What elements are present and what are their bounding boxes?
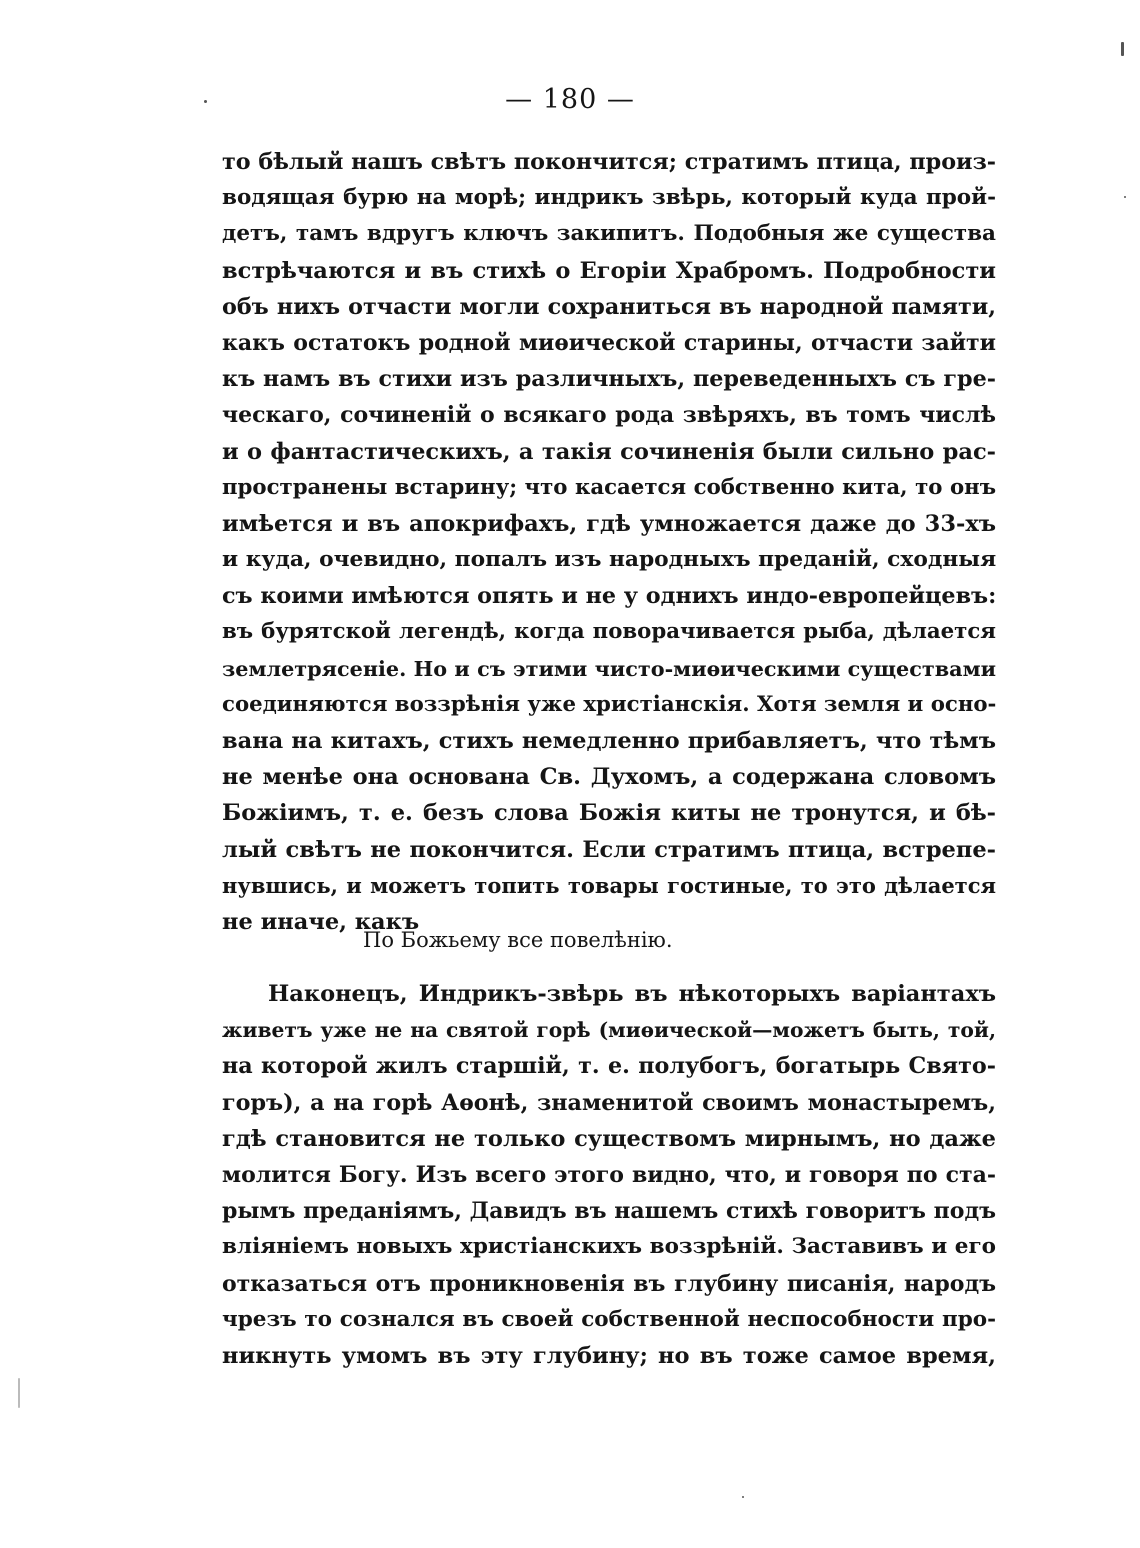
text-line: живетъ уже не на святой горѣ (миѳической—можетъ быть, той,: [222, 1018, 996, 1043]
text-line: соединяются воззрѣнія уже христіанскія. Хотя земля и осно-: [222, 691, 997, 717]
text-line: вліяніемъ новыхъ христіанскихъ воззрѣній. Заставивъ и его: [222, 1234, 996, 1260]
text-line: не иначе, какъ: [222, 908, 420, 935]
text-line: молится Богу. Изъ всего этого видно, что, и говоря по ста-: [222, 1161, 996, 1188]
text-line: на которой жилъ старшій, т. е. полубогъ, богатырь Свято-: [222, 1053, 996, 1080]
text-line: никнуть умомъ въ эту глубину; но въ тоже самое время,: [222, 1342, 996, 1369]
text-line: встрѣчаются и въ стихѣ о Егоріи Храбромъ. Подробности: [222, 257, 996, 284]
text-line: детъ, тамъ вдругъ ключъ закипитъ. Подобныя же существа: [222, 221, 996, 247]
text-line: къ намъ въ стихи изъ различныхъ, переведенныхъ съ гре-: [222, 366, 996, 393]
paragraph-1: [222, 144, 996, 940]
text-line: то бѣлый нашъ свѣтъ покончится; стратимъ птица, произ-: [222, 149, 996, 175]
text-line: землетрясеніе. Но и съ этими чисто-миѳическими существами: [222, 656, 996, 681]
text-line: чрезъ то сознался въ своей собственной неспособности про-: [222, 1306, 996, 1332]
text-line: горъ), а на горѣ Аѳонѣ, знаменитой своимъ монастыремъ,: [222, 1089, 996, 1116]
text-line: рымъ преданіямъ, Давидъ въ нашемъ стихѣ говоритъ подъ: [222, 1198, 996, 1225]
text-line: ческаго, сочиненій о всякаго рода звѣряхъ, въ томъ числѣ: [222, 402, 996, 429]
text-line: объ нихъ отчасти могли сохраниться въ народной памяти,: [222, 293, 996, 320]
text-line: пространены встарину; что касается собственно кита, то онъ: [222, 474, 996, 500]
scan-speck: [742, 1496, 744, 1498]
text-line: вана на китахъ, стихъ немедленно прибавляетъ, что тѣмъ: [222, 728, 996, 754]
paragraph-2: [222, 976, 996, 1374]
text-line: не менѣе она основана Св. Духомъ, а содержана словомъ: [222, 764, 996, 791]
text-line: гдѣ становится не только существомъ мирнымъ, но даже: [222, 1125, 996, 1152]
text-line: водящая бурю на морѣ; индрикъ звѣрь, который куда прой-: [222, 185, 996, 211]
text-line: и о фантастическихъ, а такія сочиненія были сильно рас-: [222, 438, 996, 465]
scan-speck: [1121, 42, 1124, 56]
text-line: съ коими имѣются опять и не у однихъ индо-европейцевъ:: [222, 583, 997, 610]
text-line: въ бурятской легендѣ, когда поворачивается рыба, дѣлается: [222, 619, 996, 645]
text-line: какъ остатокъ родной миѳической старины, отчасти зайти: [222, 329, 996, 356]
text-line: лый свѣтъ не покончится. Если стратимъ птица, встрепе-: [222, 836, 996, 863]
verse-quote: По Божьему все повелѣнію.: [363, 928, 673, 952]
scan-speck: [18, 1378, 20, 1408]
text-line: имѣется и въ апокрифахъ, гдѣ умножается даже до 33-хъ: [222, 510, 996, 537]
page-number: — 180 —: [505, 84, 635, 115]
scan-speck: [204, 100, 207, 103]
text-line: Наконецъ, Индрикъ-звѣрь въ нѣкоторыхъ варіантахъ: [268, 981, 996, 1007]
text-line: Божіимъ, т. е. безъ слова Божія киты не тронутся, и бѣ-: [222, 800, 996, 827]
text-line: нувшись, и можетъ топить товары гостиные, то это дѣлается: [222, 872, 996, 898]
text-line: отказаться отъ проникновенія въ глубину писанія, народъ: [222, 1270, 996, 1297]
scan-speck: [1124, 196, 1126, 198]
text-line: и куда, очевидно, попалъ изъ народныхъ преданій, сходныя: [222, 547, 997, 573]
